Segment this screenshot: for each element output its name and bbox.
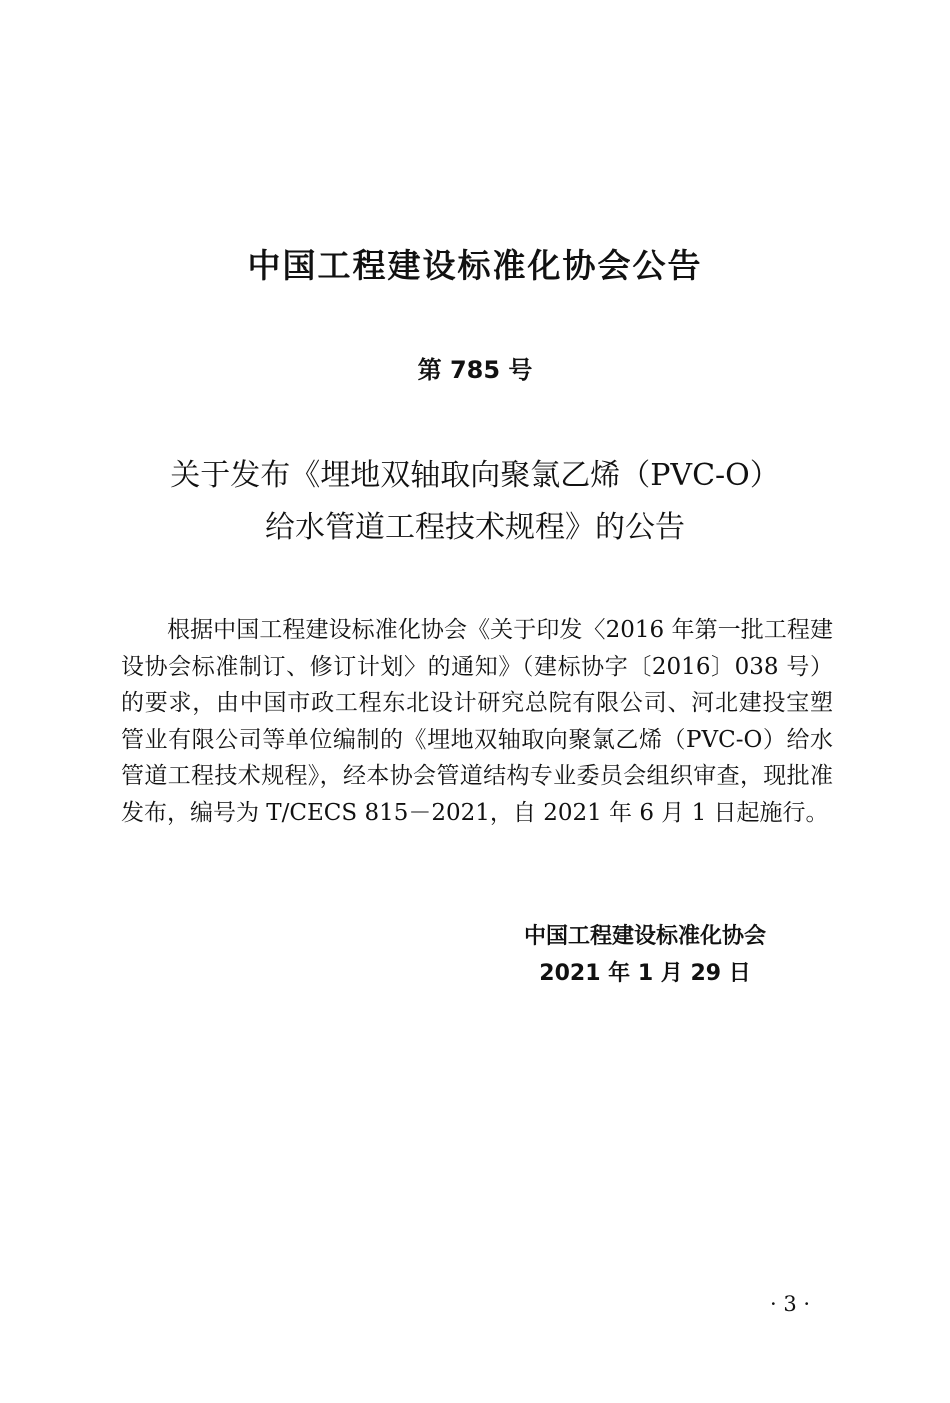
subject-line-1: 关于发布《埋地双轴取向聚氯乙烯（PVC-O） — [170, 458, 780, 493]
subject-line-2: 给水管道工程技术规程》的公告 — [265, 510, 685, 545]
signature-block — [500, 918, 790, 992]
announcement-number: 第 785 号 — [417, 356, 533, 384]
announcement-title: 中国工程建设标准化协会公告 — [247, 246, 703, 285]
signature-organization: 中国工程建设标准化协会 — [523, 924, 766, 949]
announcement-subject — [0, 450, 950, 554]
announcement-body: 根据中国工程建设标准化协会《关于印发〈2016 年第一批工程建设协会标准制订、修订计划〉的通知》（建标协字〔2016〕038 号）的要求，由中国市政工程东北设计研究总院有限公司、河北建投宝塑管业有限公司等单位编制的《埋地双轴取向聚氯乙烯（PVC-O）给水管道工程技术规程》，经本协会管道结构专业委员会组织审查，现批准发布，编号为 T/CECS 815－2021，自 2021 年 6 月 1 日起施行。 — [121, 617, 833, 826]
signature-date: 2021 年 1 月 29 日 — [539, 961, 751, 986]
page-number: · 3 · — [769, 1292, 811, 1316]
